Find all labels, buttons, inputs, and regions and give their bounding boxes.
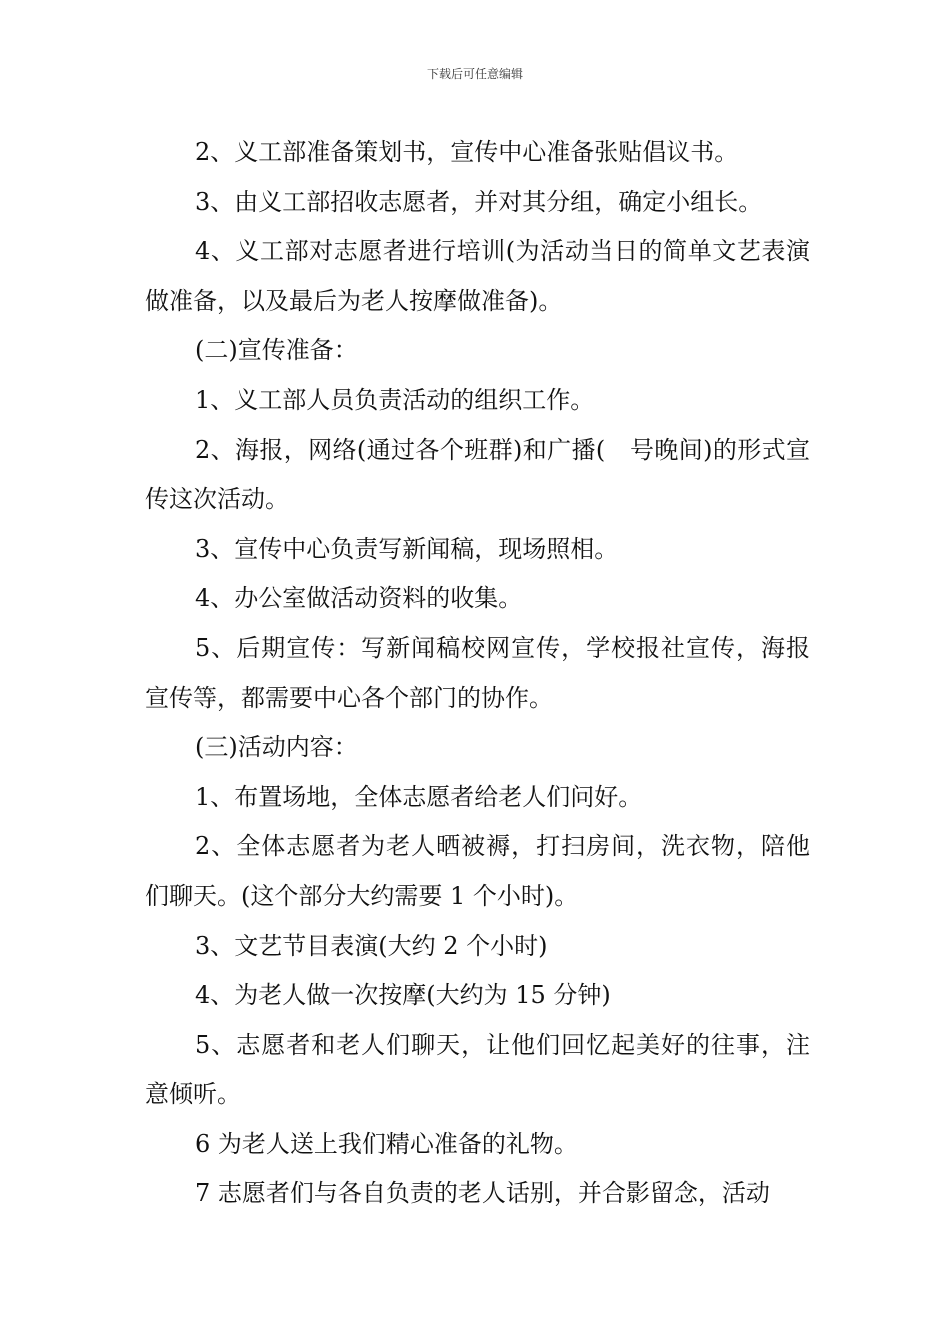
paragraph: 3、宣传中心负责写新闻稿，现场照相。 xyxy=(195,534,619,563)
paragraph: 3、由义工部招收志愿者，并对其分组，确定小组长。 xyxy=(195,187,763,216)
section-heading: (三)活动内容： xyxy=(195,733,358,762)
paragraph: 4、义工部对志愿者进行培训(为活动当日的简单文艺表演做准备，以及最后为老人按摩做准备)。 xyxy=(145,237,810,315)
paragraph: 1、布置场地，全体志愿者给老人们问好。 xyxy=(195,782,643,811)
paragraph: 4、办公室做活动资料的收集。 xyxy=(195,584,523,613)
paragraph: 5、后期宣传：写新闻稿校网宣传，学校报社宣传，海报宣传等，都需要中心各个部门的协作。 xyxy=(145,633,810,712)
page-header: 下载后可任意编辑 xyxy=(426,67,523,81)
paragraph: 2、海报，网络(通过各个班群)和广播( 号晚间)的形式宣传这次活动。 xyxy=(145,435,810,514)
paragraph: 1、义工部人员负责活动的组织工作。 xyxy=(195,385,595,414)
paragraph: 2、义工部准备策划书，宣传中心准备张贴倡议书。 xyxy=(195,138,739,166)
section-heading: (二)宣传准备： xyxy=(195,336,358,365)
paragraph: 4、为老人做一次按摩(大约为 15 分钟) xyxy=(195,981,611,1010)
paragraph: 6 为老人送上我们精心准备的礼物。 xyxy=(195,1129,578,1158)
paragraph: 2、全体志愿者为老人晒被褥，打扫房间，洗衣物，陪他们聊天。(这个部分大约需要 1 个小时)。 xyxy=(145,832,810,910)
paragraph: 7 志愿者们与各自负责的老人话别，并合影留念，活动 xyxy=(195,1179,770,1208)
paragraph: 3、文艺节目表演(大约 2 个小时) xyxy=(195,931,548,960)
paragraph: 5、志愿者和老人们聊天，让他们回忆起美好的往事，注意倾听。 xyxy=(145,1030,810,1109)
document-body xyxy=(145,128,810,1219)
